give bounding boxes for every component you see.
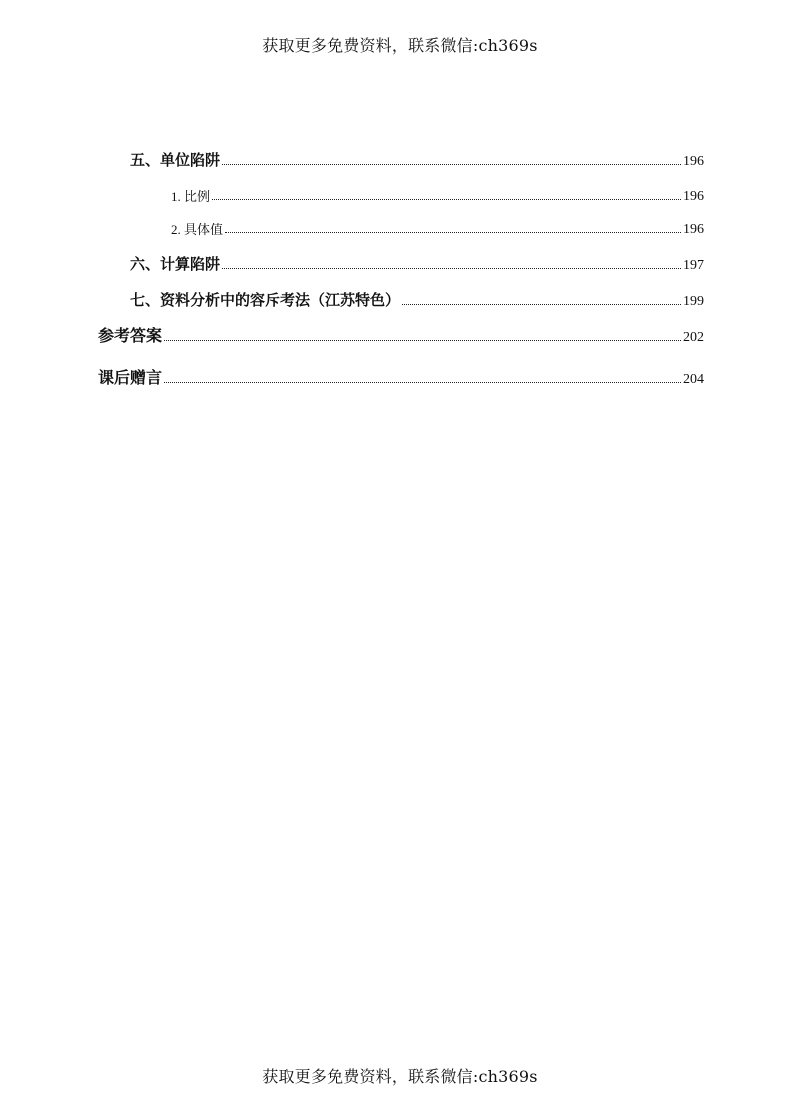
toc-entry-title: 七、资料分析中的容斥考法（江苏特色） bbox=[130, 291, 401, 309]
toc-entry[interactable] bbox=[171, 216, 704, 238]
toc-page-number: 196 bbox=[683, 222, 704, 237]
toc-page-number: 196 bbox=[683, 189, 704, 204]
table-of-contents bbox=[0, 0, 800, 400]
toc-entry[interactable] bbox=[130, 252, 704, 274]
toc-page-number: 199 bbox=[683, 294, 704, 309]
toc-dot-leader bbox=[164, 382, 681, 383]
toc-dot-leader bbox=[222, 164, 681, 165]
toc-entry[interactable] bbox=[130, 148, 704, 170]
footer-banner: 获取更多免费资料，联系微信:ch369s bbox=[262, 1067, 538, 1086]
header-banner: 获取更多免费资料，联系微信:ch369s bbox=[262, 36, 538, 55]
toc-entry[interactable] bbox=[130, 288, 704, 310]
toc-page-number: 204 bbox=[683, 372, 704, 387]
toc-dot-leader bbox=[164, 340, 681, 341]
toc-entry-title: 课后赠言 bbox=[98, 368, 163, 387]
toc-entry[interactable] bbox=[98, 366, 704, 388]
toc-entry[interactable] bbox=[171, 183, 704, 205]
toc-dot-leader bbox=[222, 268, 681, 269]
toc-dot-leader bbox=[225, 232, 681, 233]
toc-entry-title: 五、单位陷阱 bbox=[130, 151, 221, 169]
toc-entry-title: 六、计算陷阱 bbox=[130, 255, 221, 273]
toc-entry[interactable] bbox=[98, 324, 704, 346]
toc-dot-leader bbox=[212, 199, 681, 200]
toc-entry-title: 2. 具体值 bbox=[171, 222, 224, 237]
toc-dot-leader bbox=[402, 304, 681, 305]
toc-page-number: 202 bbox=[683, 330, 704, 345]
toc-page-number: 197 bbox=[683, 258, 704, 273]
toc-entry-title: 参考答案 bbox=[98, 326, 163, 345]
toc-page-number: 196 bbox=[683, 154, 704, 169]
toc-entry-title: 1. 比例 bbox=[171, 189, 211, 204]
